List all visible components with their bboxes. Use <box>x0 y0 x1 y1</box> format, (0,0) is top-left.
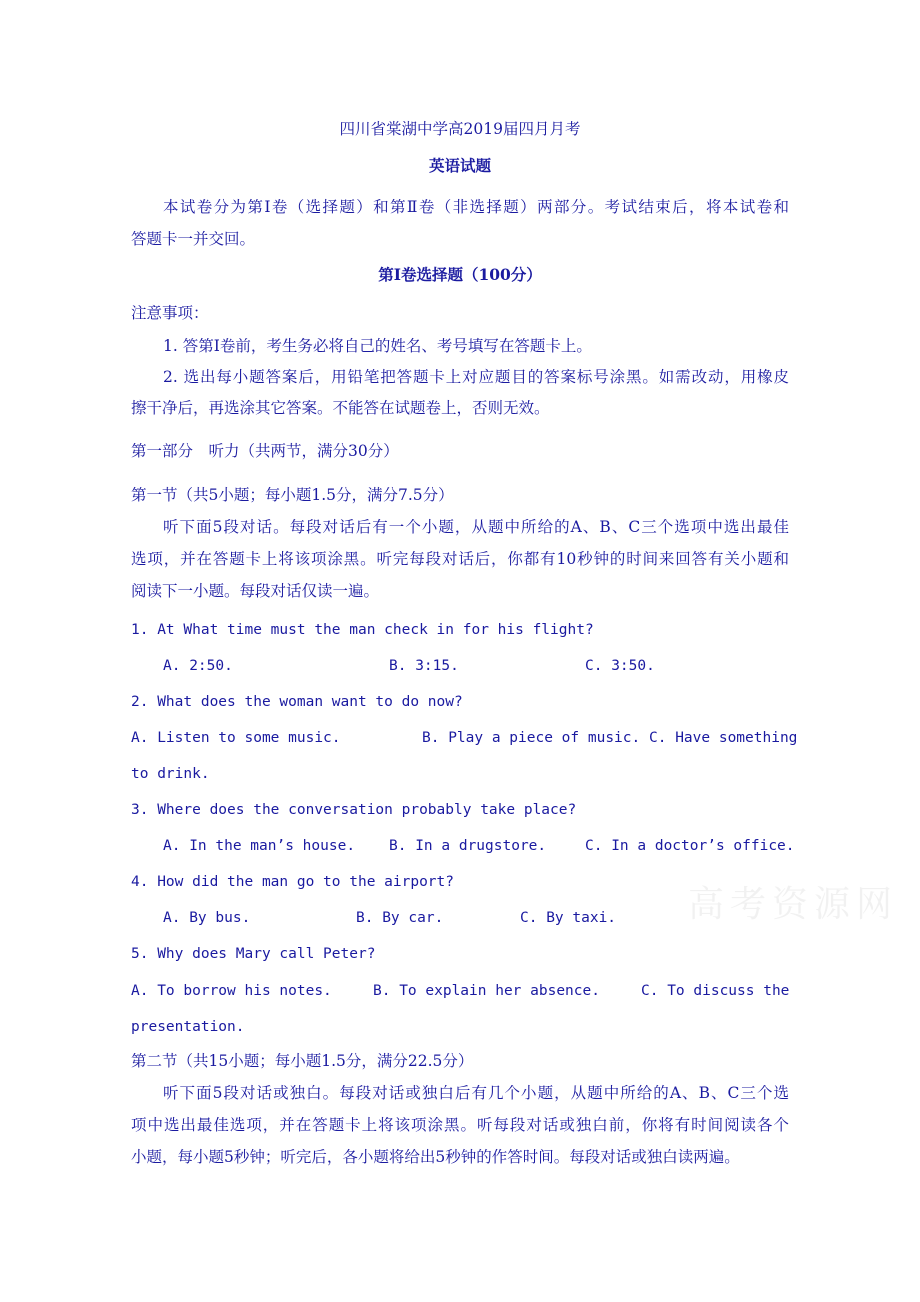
option-a: A. In the man’s house. <box>163 838 356 854</box>
intro-line-1: 本试卷分为第Ⅰ卷（选择题）和第Ⅱ卷（非选择题）两部分。考试结束后，将本试卷和 <box>163 198 789 216</box>
question-stem: 2. What does the woman want to do now? <box>131 694 463 710</box>
sec1-instructions-line-3: 阅读下一小题。每段对话仅读一遍。 <box>131 582 380 600</box>
option-b: B. In a drugstore. <box>389 838 547 854</box>
sec1-instructions-line-2: 选项，并在答题卡上将该项涂黑。听完每段对话后，你都有10秒钟的时间来回答有关小题和 <box>131 550 789 568</box>
question-stem: 5. Why does Mary call Peter? <box>131 946 376 962</box>
option-c: C. To discuss the <box>641 983 790 999</box>
question-stem: 1. At What time must the man check in for his flight? <box>131 622 594 638</box>
option-a: A. To borrow his notes. <box>131 983 332 999</box>
question-stem: 4. How did the man go to the airport? <box>131 874 455 890</box>
sec2-heading: 第二节（共15小题；每小题1.5分，满分22.5分） <box>131 1052 474 1070</box>
option-c: C. 3:50. <box>585 658 655 674</box>
option-continuation: to drink. <box>131 766 210 782</box>
sec2-instructions-line-3: 小题，每小题5秒钟；听完后，各小题将给出5秒钟的作答时间。每段对话或独白读两遍。 <box>131 1148 740 1166</box>
sec2-instructions-line-1: 听下面5段对话或独白。每段对话或独白后有几个小题，从题中所给的A、B、C三个选 <box>163 1084 789 1102</box>
notice-heading: 注意事项： <box>131 304 209 322</box>
sec1-instructions-line-1: 听下面5段对话。每段对话后有一个小题，从题中所给的A、B、C三个选项中选出最佳 <box>163 518 789 536</box>
part1-heading: 第一部分 听力（共两节，满分30分） <box>131 442 399 460</box>
option-b: B. Play a piece of music. <box>422 730 641 746</box>
option-a: A. Listen to some music. <box>131 730 341 746</box>
option-b: B. To explain her absence. <box>373 983 600 999</box>
option-b: B. By car. <box>356 910 444 926</box>
option-c: C. Have something <box>649 730 798 746</box>
notice-item-1: 1. 答第Ⅰ卷前，考生务必将自己的姓名、考号填写在答题卡上。 <box>163 337 592 355</box>
option-a: A. By bus. <box>163 910 251 926</box>
notice-item-2-line-2: 擦干净后，再选涂其它答案。不能答在试题卷上，否则无效。 <box>131 399 550 417</box>
option-continuation: presentation. <box>131 1019 245 1035</box>
question-stem: 3. Where does the conversation probably take place? <box>131 802 577 818</box>
intro-line-2: 答题卡一并交回。 <box>131 230 256 248</box>
option-a: A. 2:50. <box>163 658 233 674</box>
exam-subtitle: 英语试题 <box>428 156 491 175</box>
notice-item-2-line-1: 2. 选出每小题答案后，用铅笔把答题卡上对应题目的答案标号涂黑。如需改动，用橡皮 <box>163 368 789 386</box>
section1-heading: 第Ⅰ卷选择题（100分） <box>378 265 542 284</box>
option-c: C. By taxi. <box>520 910 617 926</box>
sec2-instructions-line-2: 项中选出最佳选项，并在答题卡上将该项涂黑。听每段对话或独白前，你将有时间阅读各个 <box>131 1116 789 1134</box>
option-b: B. 3:15. <box>389 658 459 674</box>
sec1-heading: 第一节（共5小题；每小题1.5分，满分7.5分） <box>131 486 454 504</box>
exam-title: 四川省棠湖中学高2019届四月月考 <box>339 120 581 138</box>
option-c: C. In a doctor’s office. <box>585 838 795 854</box>
watermark: 高考资源网 <box>688 884 899 925</box>
